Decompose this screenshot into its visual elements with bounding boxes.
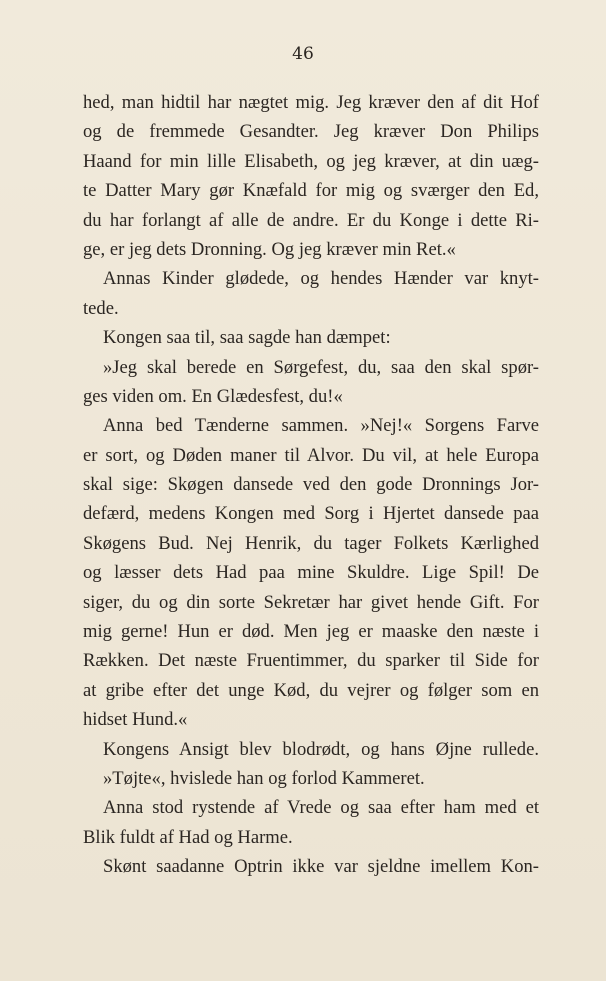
text-line: Annas Kinder glødede, og hendes Hænder var knyt- [103, 268, 539, 290]
text-line: Blik fuldt af Had og Harme. [83, 826, 293, 848]
text-line: Anna stod rystende af Vrede og saa efter ham med et [103, 797, 539, 819]
text-line: og de fremmede Gesandter. Jeg kræver Don Philips [83, 121, 539, 143]
text-line: er sort, og Døden maner til Alvor. Du vil, at hele Europa [83, 444, 539, 466]
text-line: Kongens Ansigt blev blodrødt, og hans Øjne rullede. [103, 738, 539, 760]
page-number: 46 [292, 44, 314, 64]
text-line: at gribe efter det unge Kød, du vejrer og følger som en [83, 679, 539, 701]
text-line: ges viden om. En Glædesfest, du!« [83, 385, 343, 407]
text-line: siger, du og din sorte Sekretær har givet hende Gift. For [83, 591, 539, 613]
text-line: Skøgens Bud. Nej Henrik, du tager Folkets Kærlighed [83, 532, 539, 554]
text-line: Rækken. Det næste Fruentimmer, du sparker til Side for [83, 650, 539, 672]
text-line: Skønt saadanne Optrin ikke var sjeldne imellem Kon- [103, 856, 539, 878]
text-line: hidset Hund.« [83, 709, 188, 731]
text-line: tede. [83, 297, 119, 319]
text-line: te Datter Mary gør Knæfald for mig og sværger den Ed, [83, 180, 539, 202]
text-line: og læsser dets Had paa mine Skuldre. Lige Spil! De [83, 562, 539, 584]
body-text [83, 88, 539, 882]
text-line: Kongen saa til, saa sagde han dæmpet: [103, 327, 391, 349]
text-line: mig gerne! Hun er død. Men jeg er maaske den næste i [83, 621, 539, 643]
text-line: »Tøjte«, hvislede han og forlod Kammeret. [103, 767, 425, 789]
text-line: Haand for min lille Elisabeth, og jeg kræver, at din uæg- [83, 150, 539, 172]
text-line: du har forlangt af alle de andre. Er du Konge i dette Ri- [83, 209, 539, 231]
text-line: ge, er jeg dets Dronning. Og jeg kræver min Ret.« [83, 238, 456, 260]
text-line: hed, man hidtil har nægtet mig. Jeg kræver den af dit Hof [83, 92, 539, 113]
text-line: »Jeg skal berede en Sørgefest, du, saa den skal spør- [103, 356, 539, 378]
text-line: skal sige: Skøgen dansede ved den gode Dronnings Jor- [83, 474, 539, 496]
text-line: Anna bed Tænderne sammen. »Nej!« Sorgens Farve [103, 415, 539, 437]
text-line: defærd, medens Kongen med Sorg i Hjertet dansede paa [83, 503, 539, 525]
